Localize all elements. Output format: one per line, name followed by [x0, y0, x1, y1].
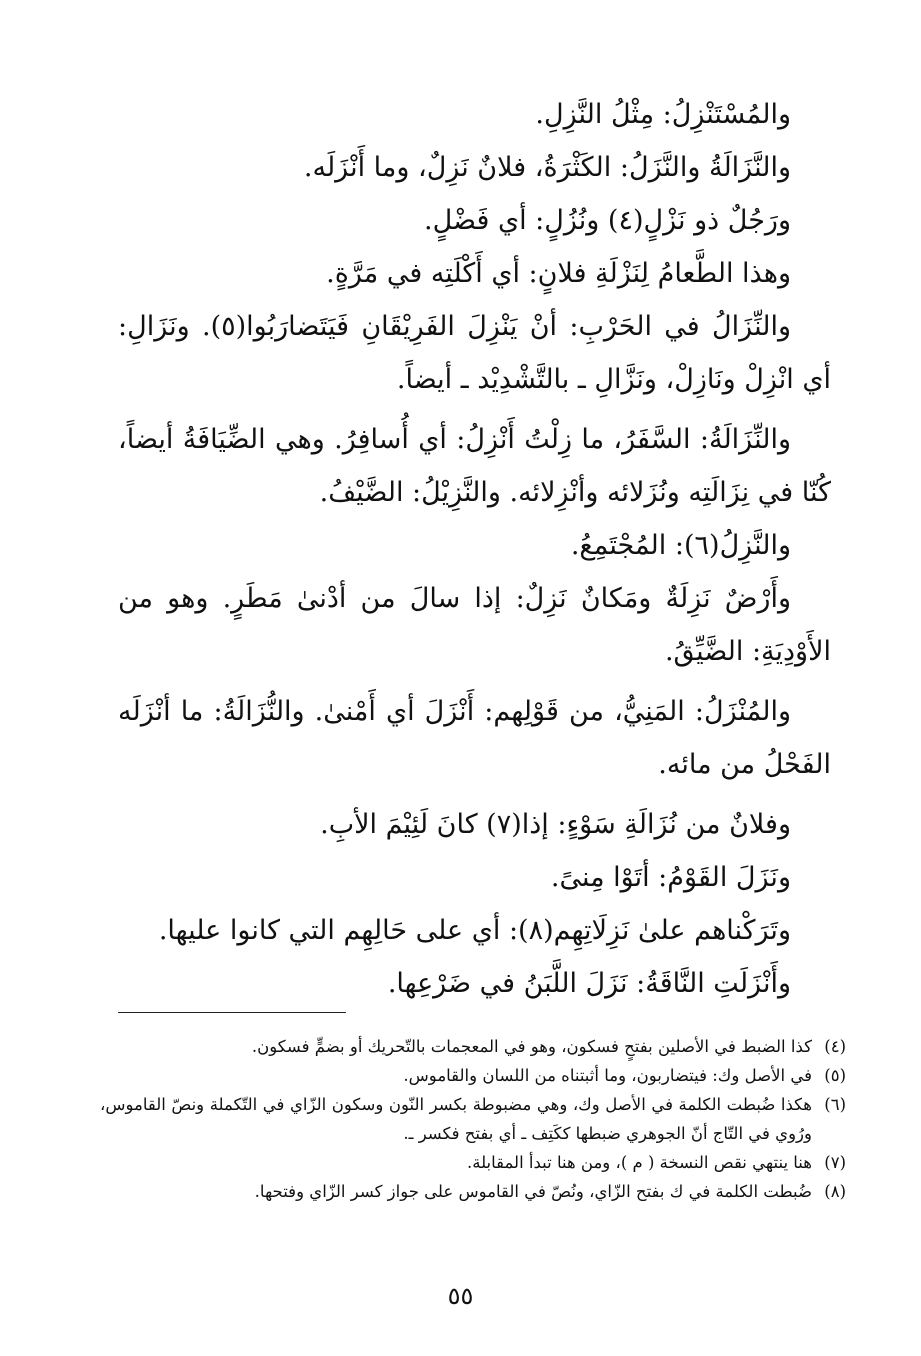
- footnote: [100, 1148, 846, 1177]
- entry-nizal-harb: والنِّزَالُ في الحَرْبِ: أنْ يَنْزِلَ الفَرِيْقَانِ فَيَتَضارَبُوا(٥). ونَزَالِ: أي انْزِلْ ونَازِلْ، ونَزَّالِ ـ بالتَّشْدِيْد ـ أيضاً.: [118, 311, 831, 395]
- footnotes: [100, 1032, 846, 1206]
- entry-anzalat-naqa: وأَنْزَلَتِ النَّاقَةُ: نَزَلَ اللَّبَنُ في ضَرْعِها.: [387, 968, 791, 999]
- footnote-number: (٤): [824, 1037, 846, 1056]
- entry-mustanzil: والمُسْتَنْزِلُ: مِثْلُ النَّزِلِ.: [535, 99, 791, 130]
- page-number: ٥٥: [447, 1282, 474, 1310]
- entry-nizala-safar: والنِّزَالَةُ: السَّفَرُ، ما زِلْتُ أَنْزِلُ: أي أُسافِرُ. وهي الضِّيَافَةُ أيضاً، كُنّا في نِزَالَتِه ونُزَلائه وأنْزِلائه. والنَّزِيْلُ: الضَّيْفُ.: [118, 424, 831, 508]
- footnote-number: (٨): [824, 1182, 846, 1201]
- footnote: [100, 1090, 846, 1148]
- footnote-text: هنا ينتهي نقص النسخة ( م )، ومن هنا تبدأ المقابلة.: [466, 1153, 812, 1172]
- footnote-number: (٥): [824, 1066, 846, 1085]
- entry-munzal: والمُنْزَلُ: المَنِيُّ، من قَوْلِهم: أَنْزَلَ أي أَمْنىٰ. والنُّزَالَةُ: ما أنْزَلَه الفَحْلُ من مائه.: [118, 696, 831, 780]
- entry-nazala: والنَّزَالَةُ والنَّزَلُ: الكَثْرَةُ، فلانٌ نَزِلٌ، وما أَنْزَلَه.: [303, 152, 791, 183]
- entry-rajul: ورَجُلٌ ذو نَزْلٍ(٤) ونُزُلٍ: أي فَضْلٍ.: [424, 205, 791, 236]
- footnote-number: (٦): [824, 1095, 846, 1114]
- entry-nazil-mujtami: والنَّزِلُ(٦): المُجْتَمِعُ.: [570, 530, 791, 561]
- footnote-text: في الأصل وك: فيتضاربون، وما أثبتناه من اللسان والقاموس.: [403, 1066, 812, 1085]
- footnote-number: (٧): [824, 1153, 846, 1172]
- entry-taraknahum: وتَرَكْناهم علىٰ نَزِلَاتِهِم(٨): أي على حَالِهِم التي كانوا عليها.: [158, 915, 791, 946]
- entry-nuzala-saw: وفلانٌ من نُزَالَةِ سَوْءٍ: إذا(٧) كانَ لَئِيْمَ الأبِ.: [320, 809, 791, 840]
- footnote-text: هكذا ضُبطت الكلمة في الأصل وك، وهي مضبوطة بكسر النّون وسكون الزّاي في التّكملة ونصّ القاموس، ورُوي في التّاج أنّ الجوهري ضبطها ككَتِف ـ أي بفتح فكسر ـ.: [100, 1095, 812, 1143]
- footnote-separator: [118, 1012, 346, 1013]
- footnote-text: ضُبطت الكلمة في ك بفتح الزّاي، ونُصّ في القاموس على جواز كسر الزّاي وفتحها.: [254, 1182, 812, 1201]
- entry-ard-nazila: وأَرْضٌ نَزِلَةٌ ومَكانٌ نَزِلٌ: إذا سالَ من أدْنىٰ مَطَرٍ. وهو من الأَوْدِيَةِ: الضَّيِّقُ.: [118, 583, 831, 667]
- entry-nazala-qawm: ونَزَلَ القَوْمُ: أتَوْا مِنىً.: [550, 862, 791, 893]
- footnote: [100, 1177, 846, 1206]
- entry-taam: وهذا الطَّعامُ لِنَزْلَةِ فلانٍ: أي أَكْلَتِه في مَرَّةٍ.: [326, 258, 791, 289]
- footnote-text: كذا الضبط في الأصلين بفتحٍ فسكون، وهو في المعجمات بالتّحريك أو بضمٍّ فسكون.: [251, 1037, 812, 1056]
- footnote: [100, 1032, 846, 1061]
- main-text: [118, 88, 831, 1010]
- footnote: [100, 1061, 846, 1090]
